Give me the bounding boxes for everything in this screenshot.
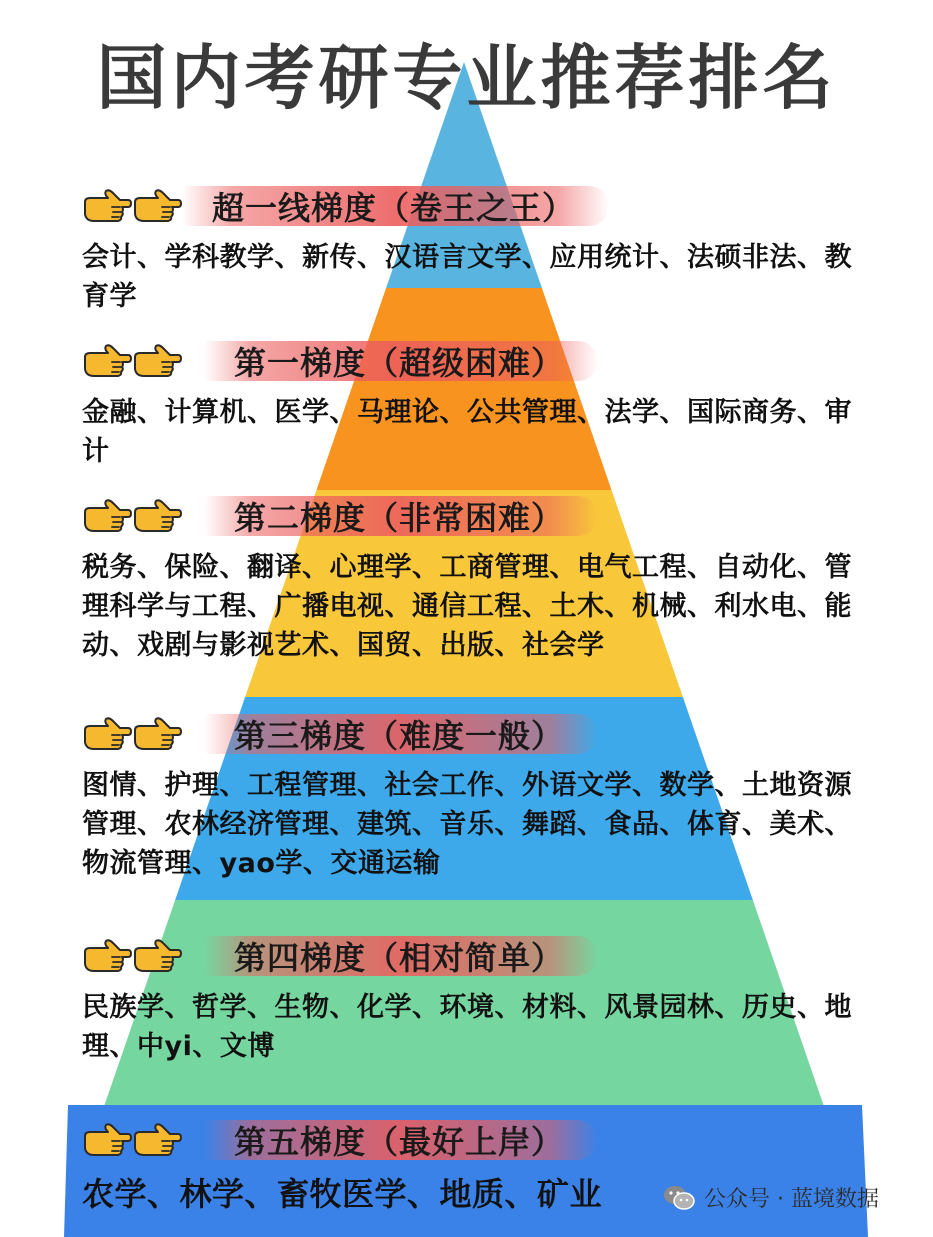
page-title: 国内考研专业推荐排名 bbox=[96, 37, 837, 119]
tier-title-highlight bbox=[204, 341, 598, 381]
tier-majors: 税务、保险、翻译、心理学、工商管理、电气工程、自动化、管理科学与工程、广播电视、通信工程、土木、机械、利水电、能动、戏剧与影视艺术、国贸、出版、社会学 bbox=[82, 552, 852, 661]
pointing-hand-icon bbox=[132, 1122, 182, 1158]
pointing-hand-icon bbox=[82, 938, 132, 974]
pointing-hands bbox=[82, 1122, 182, 1158]
tier-title: 第四梯度（相对简单） bbox=[234, 939, 565, 977]
tier-4 bbox=[82, 932, 872, 1066]
tier-majors: 会计、学科教学、新传、汉语言文学、应用统计、法硕非法、教育学 bbox=[82, 242, 852, 312]
tier-header bbox=[82, 1116, 872, 1166]
watermark bbox=[662, 1182, 879, 1213]
pointing-hands bbox=[82, 188, 182, 224]
pointing-hand-icon bbox=[132, 938, 182, 974]
pointing-hand-icon bbox=[132, 343, 182, 379]
tier-title: 第一梯度（超级困难） bbox=[234, 344, 565, 382]
tier-header bbox=[82, 710, 872, 760]
tier-title-highlight bbox=[204, 714, 598, 754]
pointing-hand-icon bbox=[132, 498, 182, 534]
tier-title: 超一线梯度（卷王之王） bbox=[212, 189, 576, 227]
pointing-hand-icon bbox=[82, 188, 132, 224]
tier-header bbox=[82, 492, 872, 542]
pointing-hand-icon bbox=[132, 188, 182, 224]
tier-majors: 民族学、哲学、生物、化学、环境、材料、风景园林、历史、地理、中yi、文博 bbox=[82, 992, 852, 1062]
tier-title-highlight bbox=[182, 186, 609, 226]
tier-3 bbox=[82, 710, 872, 883]
pointing-hands bbox=[82, 716, 182, 752]
tier-majors: 图情、护理、工程管理、社会工作、外语文学、数学、土地资源管理、农林经济管理、建筑、音乐、舞蹈、食品、体育、美术、物流管理、yao学、交通运输 bbox=[82, 770, 852, 879]
tier-header bbox=[82, 182, 872, 232]
tier-title: 第二梯度（非常困难） bbox=[234, 499, 565, 537]
tier-title-highlight bbox=[204, 1120, 598, 1160]
tier-header bbox=[82, 337, 872, 387]
wechat-icon bbox=[662, 1184, 696, 1212]
tier-header bbox=[82, 932, 872, 982]
tier-title: 第五梯度（最好上岸） bbox=[234, 1123, 565, 1161]
pointing-hand-icon bbox=[132, 716, 182, 752]
pointing-hand-icon bbox=[82, 343, 132, 379]
tier-title-highlight bbox=[204, 496, 598, 536]
pointing-hand-icon bbox=[82, 1122, 132, 1158]
tier-super bbox=[82, 182, 872, 316]
tier-title: 第三梯度（难度一般） bbox=[234, 717, 565, 755]
tier-2 bbox=[82, 492, 872, 665]
pointing-hand-icon bbox=[82, 498, 132, 534]
tier-majors: 农学、林学、畜牧医学、地质、矿业 bbox=[82, 1175, 603, 1213]
tier-1 bbox=[82, 337, 872, 471]
tier-majors: 金融、计算机、医学、马理论、公共管理、法学、国际商务、审计 bbox=[82, 397, 852, 467]
pointing-hands bbox=[82, 938, 182, 974]
pointing-hands bbox=[82, 498, 182, 534]
pointing-hand-icon bbox=[82, 716, 132, 752]
tier-title-highlight bbox=[204, 936, 598, 976]
pointing-hands bbox=[82, 343, 182, 379]
watermark-text: 公众号 · 蓝境数据 bbox=[704, 1187, 879, 1212]
